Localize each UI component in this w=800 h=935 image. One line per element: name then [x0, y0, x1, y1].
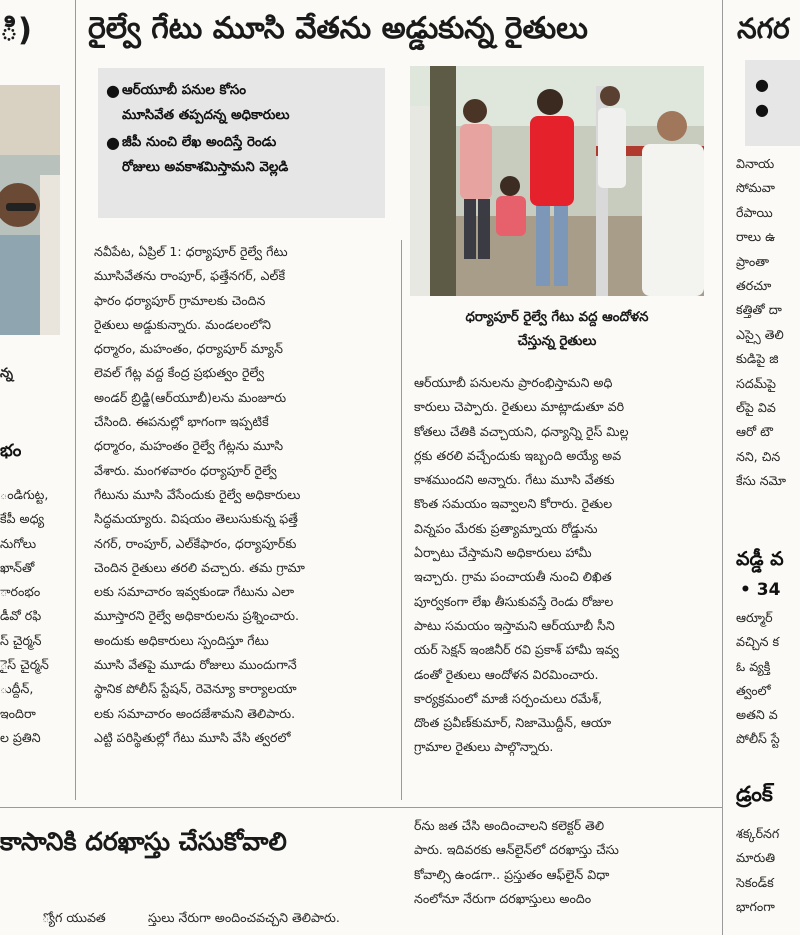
bullet-dot-icon: ● — [755, 75, 769, 94]
right-subhead-2: డ్రంక్ — [736, 782, 773, 806]
highlights-box — [98, 68, 385, 218]
bottom-text-middle: స్తులు నేరుగా అందించవచ్చని తెలిపారు. — [148, 910, 340, 925]
right-headline-fragment: నగర — [737, 12, 790, 45]
highlight-item: ● జీపీ నుంచి లేఖ అందిస్తే రెండు రోజులు అవకాశమిస్తామని వెల్లడి — [106, 130, 377, 180]
right-highlights-fragment — [745, 60, 800, 146]
left-subhead-fragment: భం — [0, 441, 22, 461]
right-subhead-1: వడ్డీ వ — [736, 548, 784, 570]
left-text-fragment: ండిగుట్ట, కేపీ అధ్య నుగోలు ఖాన్‌తో ారంభం డీవో రఫి స్ చైర్మన్ ైస్ చైర్మన్ ుద్దీన్, ఇందిరా ల ప్రతిని — [0, 487, 49, 745]
left-headline-fragment: ి) — [0, 12, 33, 48]
bottom-text-left: ్యోగ యువత — [42, 910, 106, 925]
main-photo — [410, 66, 704, 296]
highlight-item: ● ఆర్‌యూబీ పనుల కోసం మూసివేత తప్పదన్న అధికారులు — [106, 78, 377, 128]
middle-column-rule — [401, 240, 402, 800]
bottom-text-right: ర్‌ను జత చేసి అందించాలని కలెక్టర్‌ తెలి పారు. ఇదివరకు ఆన్‌లైన్‌లో దరఖాస్తు చేసు కోవాల్సి ఉండగా.. ప్రస్తుతం ఆఫ్‌లైన్‌ విధా నంలోనూ నేరుగా దరఖాస్తులు అందిం — [414, 818, 619, 906]
photo-caption: ధర్యాపూర్‌ రైల్వే గేటు వద్ద ఆందోళన చేస్తున్న రైతులు — [465, 310, 649, 349]
right-text-fragment: వినాయ సోమవా రేపాయి రాలు ఉ ప్రాంతా తరచూ కత్తితో దా ఎస్సై తెలి కుడిపై జి సదమ్‌పై ల్‌పై వివ ఆరో టౌ నని, చిన కేసు నమో — [736, 156, 786, 489]
right-text-fragment-2: ఆర్మూర్ వచ్చిన క ఓ వ్యక్తి త్వంలో అతని వ పోలీస్ స్టే — [736, 610, 780, 747]
bottom-headline: కాసానికి దరఖాస్తు చేసుకోవాలి — [0, 827, 287, 856]
bullet-dot-icon: ● — [106, 133, 120, 152]
right-column-rule — [722, 0, 723, 935]
left-caption-fragment: న్న — [0, 366, 13, 381]
bullet-dot-icon: ● — [106, 81, 120, 100]
main-headline: రైల్వే గేటు మూసి వేతను అడ్డుకున్న రైతులు — [88, 11, 588, 46]
bottom-article-rule — [0, 807, 722, 808]
bullet-dot-icon: ● — [755, 100, 769, 119]
article-column-2: ఆర్‌యూబీ పనులను ప్రారంభిస్తామని అధి కారులు చెప్పారు. రైతులు మాట్లాడుతూ వరి కోతలు చేతికి వచ్చాయని, ధన్యాన్ని రైస్‌ మిల్ల ర్లకు తరలి వచ్చేందుకు ఇబ్బంది అయ్యే అవ కాశముందని అన్నారు. గేటు మూసి వేతకు కొంత సమయం ఇవ్వాలని కోరారు. రైతుల విన్నపం మేరకు ప్రత్యామ్నాయ రోడ్డును ఏర్పాటు చేస్తామని అధికారులు హామీ ఇచ్చారు. గ్రామ పంచాయతీ నుంచి లిఖిత పూర్వకంగా లేఖ తీసుకువస్తే రెండు రోజుల పాటు సమయం ఇస్తామని ఆర్‌యూబీ సీని యర్‌ సెక్షన్‌ ఇంజినీర్‌ రవి ప్రకాశ్‌ హామీ ఇవ్వ డంతో రైతులు ఆందోళన విరమించారు. కార్యక్రమంలో మాజీ సర్పంచులు రమేశ్‌, దొంత ప్రవీణ్‌కుమార్‌, నిజామొద్దీన్‌, ఆయా గ్రామాల రైతులు పాల్గొన్నారు. — [414, 375, 629, 755]
right-subhead-1-line: • 34 — [740, 580, 781, 600]
left-photo-fragment — [0, 85, 60, 335]
right-text-fragment-3: శక్కర్‌నగ మారుతి సెకండ్‌క భాగంగా — [736, 826, 780, 914]
left-column-rule — [75, 0, 76, 800]
article-column-1: నవీపేట, ఏప్రిల్‌ 1: ధర్యాపూర్‌ రైల్వే గేటు మూసివేతను రాంపూర్‌, ఫత్తేనగర్‌, ఎల్‌కే ఫారం ధర్యాపూర్‌ గ్రామాలకు చెందిన రైతులు అడ్డుకున్నారు. మండలంలోని ధర్మారం, మహంతం, ధర్యాపూర్‌ మ్యాన్‌ లెవల్‌ గేట్ల వద్ద కేంద్ర ప్రభుత్వం రైల్వే అండర్‌ బ్రిడ్జి(ఆర్‌యూబీ)లను మంజూరు చేసింది. ఈపనుల్లో భాగంగా ఇప్పటికే ధర్మారం, మహంతం రైల్వే గేట్లను మూసి వేశారు. మంగళవారం ధర్యాపూర్‌ రైల్వే గేటును మూసి వేసేందుకు రైల్వే అధికారులు సిద్ధమయ్యారు. విషయం తెలుసుకున్న ఫత్తే నగర్‌, రాంపూర్‌, ఎల్‌కేఫారం, ధర్యాపూర్‌కు చెందిన రైతులు తరలి వచ్చారు. తమ గ్రామా లకు సమాచారం ఇవ్వకుండా గేటును ఎలా మూస్తారని రైల్వే అధికారులను ప్రశ్నించారు. అందుకు అధికారులు స్పందిస్తూ గేటు మూసి వేతపై మూడు రోజులు ముందుగానే స్థానిక పోలీస్‌ స్టేషన్‌, రెవెన్యూ కార్యాలయా లకు సమాచారం అందజేశామని తెలిపారు. ఎట్టి పరిస్థితుల్లో గేటు మూసి వేసి త్వరలో — [94, 244, 305, 745]
